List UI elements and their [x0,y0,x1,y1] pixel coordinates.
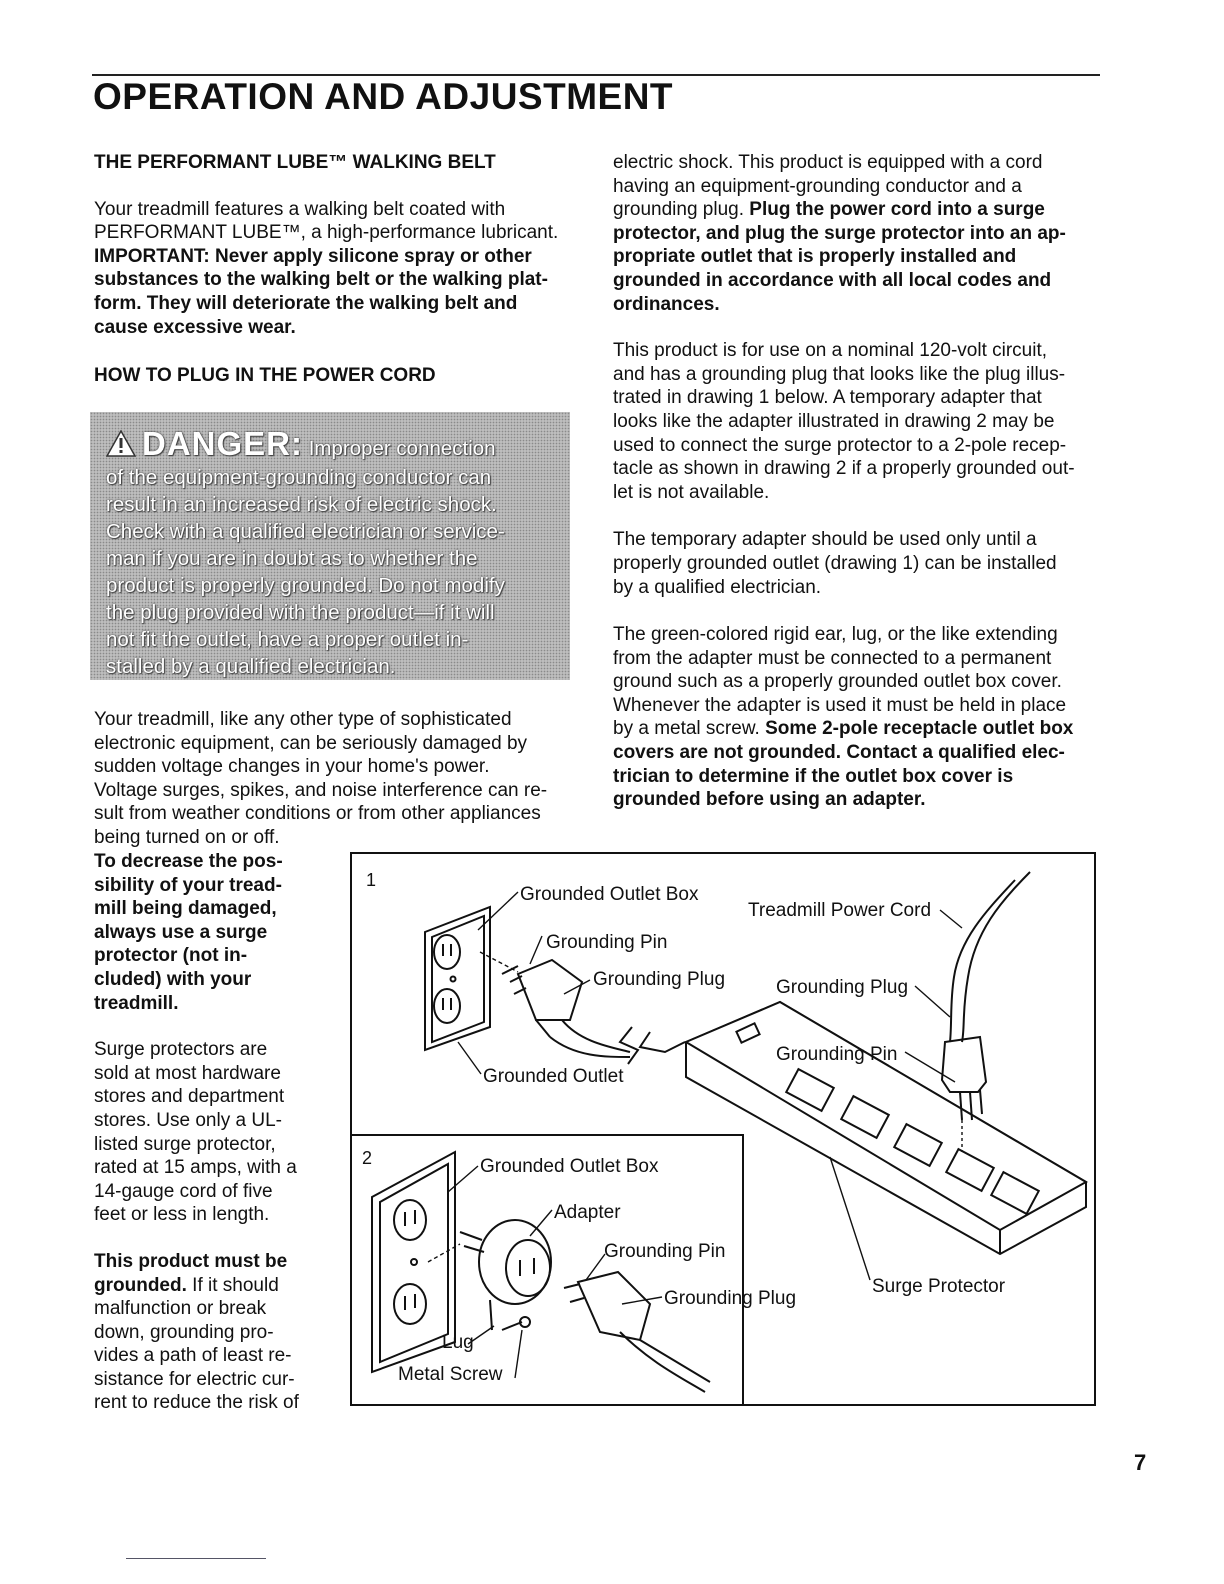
grounded-line: This product must be [94,1250,288,1272]
left-column [94,151,594,388]
right-bold-line: propriate outlet that is properly installed and [613,246,1017,268]
surge-spec-line: sold at most hardware [94,1062,281,1084]
right-line: trated in drawing 1 below. A temporary adapter that [613,387,1042,409]
drawing2-number: 2 [362,1148,373,1168]
grounded-line: vides a path of least re- [94,1345,292,1367]
adapter-drawing [460,1220,551,1330]
right-line: let is not available. [613,481,770,503]
danger-word: DANGER: [142,425,303,462]
right-line: from the adapter must be connected to a permanent [613,647,1052,669]
right-column [613,151,1103,812]
danger-line: the plug provided with the product—if it will [106,601,495,624]
danger-line: result in an increased risk of electric shock. [106,493,497,516]
power-heading: HOW TO PLUG IN THE POWER CORD [94,365,436,387]
grounded-line [94,1274,344,1298]
important-line: IMPORTANT: Never apply silicone spray or other [94,245,532,267]
label-lug: Lug [442,1332,474,1353]
protector-advice-line: mill being damaged, [94,898,277,920]
danger-warning-box [90,412,570,680]
surge-intro-paragraph [94,708,594,850]
surge-intro-line: Voltage surges, spikes, and noise interference can re- [94,779,548,801]
right-line: tacle as shown in drawing 2 if a properly grounded out- [613,458,1075,480]
danger-line: not fit the outlet, have a proper outlet in- [106,628,469,651]
grounded-line: malfunction or break [94,1298,267,1320]
surge-spec-line: 14-gauge cord of five [94,1180,273,1202]
surge-spec-line: Surge protectors are [94,1039,268,1061]
protector-advice-line: treadmill. [94,992,179,1014]
right-line: and has a grounding plug that looks like the plug illus- [613,363,1066,385]
label-grounding-plug: Grounding Plug [593,969,726,990]
grounded-bold: grounded. [94,1274,187,1296]
label-cord-grounding-plug: Grounding Plug [776,977,909,998]
right-line: electric shock. This product is equipped with a cord [613,152,1043,173]
label-grounding-pin-2: Grounding Pin [604,1241,726,1262]
label-grounded-outlet: Grounded Outlet [483,1066,624,1087]
surge-spec-line: feet or less in length. [94,1204,270,1226]
surge-protector-drawing [686,1002,1086,1254]
belt-heading: THE PERFORMANT LUBE™ WALKING BELT [94,152,496,173]
narrow-column [94,850,344,1415]
important-line: cause excessive wear. [94,316,296,338]
grounded-rest: If it should [186,1274,279,1296]
page-number: 7 [1134,1450,1147,1475]
right-line [613,717,1103,741]
protector-advice-line: always use a surge [94,921,268,943]
danger-first-line: Improper connection [308,437,496,460]
surge-intro-line: sudden voltage changes in your home's power. [94,756,490,778]
grounding-figure [350,852,1098,1408]
important-line: substances to the walking belt or the walking plat- [94,269,548,291]
protector-advice-line: cluded) with your [94,968,252,990]
surge-spec-line: stores. Use only a UL- [94,1109,282,1131]
belt-line: Your treadmill features a walking belt coated with [94,198,506,220]
right-line: used to connect the surge protector to a 2-pole recep- [613,434,1067,456]
protector-advice-line: protector (not in- [94,945,248,967]
metal-screw-icon [502,1317,530,1330]
right-line: ground such as a properly grounded outlet box cover. [613,671,1062,693]
danger-line: of the equipment-grounding conductor can [106,466,492,489]
right-text: by a metal screw. [613,718,766,740]
surge-intro-line: Your treadmill, like any other type of sophisticated [94,709,512,730]
label-grounding-plug-2: Grounding Plug [664,1288,797,1309]
surge-intro-line: electronic equipment, can be seriously damaged by [94,732,528,754]
right-line: by a qualified electrician. [613,576,822,598]
right-bold-line: covers are not grounded. Contact a qualified elec- [613,742,1065,764]
right-bold-text: Plug the power cord into a surge [749,199,1045,221]
label-grounded-outlet-box: Grounded Outlet Box [520,884,699,905]
right-bold-text: Some 2-pole receptacle outlet box [765,718,1074,740]
right-line: This product is for use on a nominal 120-volt circuit, [613,340,1048,362]
right-line: The temporary adapter should be used only until a [613,529,1037,551]
label-surge-protector: Surge Protector [872,1276,1006,1297]
right-line: having an equipment-grounding conductor and a [613,175,1022,197]
grounded-line: down, grounding pro- [94,1321,274,1343]
warning-triangle-icon [106,430,136,464]
protector-advice-line: sibility of your tread- [94,874,282,896]
label-grounding-pin: Grounding Pin [546,932,668,953]
treadmill-cord-drawing [942,872,1030,1120]
surge-intro-line: sult from weather conditions or from other appliances [94,803,541,825]
belt-line: PERFORMANT LUBE™, a high-performance lubricant. [94,222,559,244]
drawing1-number: 1 [366,870,377,890]
right-bold-line: protector, and plug the surge protector into an ap- [613,222,1066,244]
right-line: looks like the adapter illustrated in drawing 2 may be [613,410,1055,432]
danger-line: man if you are in doubt as to whether the [106,547,478,570]
label-adapter: Adapter [554,1202,621,1223]
surge-spec-line: listed surge protector, [94,1133,276,1155]
grounded-line: sistance for electric cur- [94,1368,295,1390]
right-line: The green-colored rigid ear, lug, or the like extending [613,624,1058,646]
right-line: properly grounded outlet (drawing 1) can be installed [613,552,1057,574]
label-metal-screw: Metal Screw [398,1364,503,1385]
right-bold-line: grounded before using an adapter. [613,789,926,811]
label-cord-grounding-pin: Grounding Pin [776,1044,898,1065]
danger-line: product is properly grounded. Do not modify [106,574,505,597]
right-line [613,198,1103,222]
label-treadmill-power-cord: Treadmill Power Cord [748,900,932,921]
label-outlet-box-2: Grounded Outlet Box [480,1156,659,1177]
protector-advice-line: To decrease the pos- [94,851,283,872]
danger-line: Check with a qualified electrician or service- [106,520,505,543]
right-bold-line: trician to determine if the outlet box cover is [613,765,1014,787]
right-bold-line: ordinances. [613,293,720,315]
right-bold-line: grounded in accordance with all local codes and [613,269,1052,291]
surge-spec-line: rated at 15 amps, with a [94,1157,297,1179]
important-line: form. They will deteriorate the walking belt and [94,292,518,314]
surge-intro-line: being turned on or off. [94,826,280,848]
surge-spec-line: stores and department [94,1086,285,1108]
right-text: grounding plug. [613,199,750,221]
footer-line [126,1558,266,1559]
danger-line: stalled by a qualified electrician. [106,655,396,678]
grounded-line: rent to reduce the risk of [94,1392,299,1414]
right-line: Whenever the adapter is used it must be held in place [613,694,1067,716]
page-title: OPERATION AND ADJUSTMENT [93,76,674,117]
